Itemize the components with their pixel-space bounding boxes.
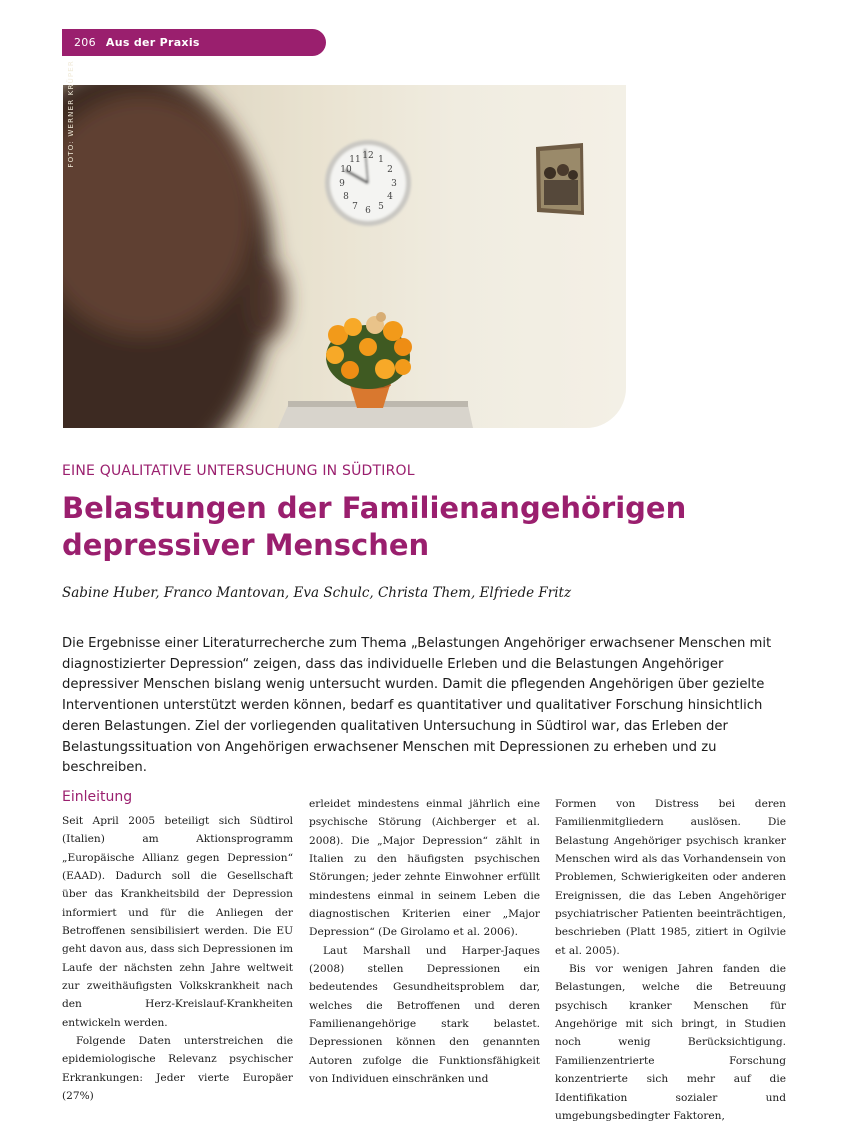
svg-text:8: 8 <box>343 192 349 202</box>
text-column-2 <box>309 795 540 1089</box>
photo-illustration <box>63 85 626 428</box>
section-heading: Einleitung <box>62 789 133 805</box>
article-photo <box>63 85 626 428</box>
paragraph: Bis vor wenigen Jahren fanden die Belastungen, welche die Betreuung psychisch kranker Menschen für Angehörige mit sich bringt, in Studien noch wenig Berücksichtigung. Familienzentrierte Forschung konzentrierte sich mehr auf die Identifikation sozialer und umgebungsbedingter Faktoren, <box>555 963 786 1122</box>
svg-text:2: 2 <box>387 165 393 175</box>
text-column-3 <box>555 795 786 1125</box>
svg-text:11: 11 <box>349 155 361 165</box>
paragraph: Laut Marshall und Harper-Jaques (2008) stellen Depressionen ein bedeutendes Gesundheitsproblem dar, welches die Betroffenen und deren Familienangehörige stark belastet. Depressionen können den genannten Autoren zufolge die Funktionsfähigkeit von Individuen einschränken und <box>309 944 540 1086</box>
paragraph: Seit April 2005 beteiligt sich Südtirol (Italien) am Aktionsprogramm „Europäische Allianz gegen Depression“ (EAAD). Dadurch soll die Gesellschaft über das Krankheitsbild der Depression informiert und für die Anliegen der Betroffenen sensibilisiert werden. Die EU geht davon aus, dass sich Depressionen im Laufe der nächsten zehn Jahre weltweit zur zweithäufigsten Volkskrankheit nach den Herz-Kreislauf-Krankheiten entwickeln werden. <box>62 815 293 1029</box>
paragraph: Formen von Distress bei deren Familienmitgliedern auslösen. Die Belastung Angehöriger psychisch kranker Menschen wird als das Vorhandensein von Problemen, Schwierigkeiten oder anderen Ereignissen, die das Leben Angehöriger psychiatrischer Patienten beeinträchtigen, beschrieben (Platt 1985, zitiert in Ogilvie et al. 2005). <box>555 798 786 957</box>
svg-text:10: 10 <box>340 165 352 175</box>
photo-credit: FOTO: WERNER KRÜPER <box>67 60 75 168</box>
paragraph: Folgende Daten unterstreichen die epidemiologische Relevanz psychischer Erkrankungen: Jeder vierte Europäer (27%) <box>62 1035 293 1103</box>
framed-picture <box>536 143 584 215</box>
header-bar <box>62 29 326 56</box>
svg-text:4: 4 <box>387 192 393 202</box>
article-title: Belastungen der Familienangehörigen depressiver Menschen <box>62 491 687 562</box>
article-authors: Sabine Huber, Franco Mantovan, Eva Schulc, Christa Them, Elfriede Fritz <box>62 585 572 601</box>
svg-text:3: 3 <box>391 179 397 189</box>
svg-text:6: 6 <box>365 206 371 216</box>
text-column-1 <box>62 812 293 1106</box>
svg-text:12: 12 <box>362 151 374 161</box>
svg-text:5: 5 <box>378 202 384 212</box>
article-abstract: Die Ergebnisse einer Literaturrecherche zum Thema „Belastungen Angehöriger erwachsener Menschen mit diagnostizierter Depression“ zeigen, dass das individuelle Erleben und die Belastungen Angehöriger depressiver Menschen bislang wenig untersucht wurden. Damit die pflegenden Angehörigen über gezielte Interventionen unterstützt werden können, bedarf es quantitativer und qualitativer Forschung hinsichtlich deren Belastungen. Ziel der vorliegenden qualitativen Untersuchung in Südtirol war, das Erleben der Belastungssituation von Angehörigen erwachsener Menschen mit Depressionen zu erheben und zu beschreiben. <box>62 636 772 776</box>
paragraph: erleidet mindestens einmal jährlich eine psychische Störung (Aichberger et al. 2008). Die „Major Depression“ zählt in Italien zu den häufigsten psychischen Störungen; jeder zehnte Einwohner erfüllt mindestens einmal in seinem Leben die diagnostischen Kriterien einer „Major Depression“ (De Girolamo et al. 2006). <box>309 798 540 939</box>
svg-text:1: 1 <box>378 155 384 165</box>
svg-text:7: 7 <box>352 202 358 212</box>
page-number: 206 <box>74 36 96 49</box>
svg-text:9: 9 <box>339 179 345 189</box>
article-kicker: EINE QUALITATIVE UNTERSUCHUNG IN SÜDTIROL <box>62 463 415 479</box>
section-label: Aus der Praxis <box>105 36 200 49</box>
